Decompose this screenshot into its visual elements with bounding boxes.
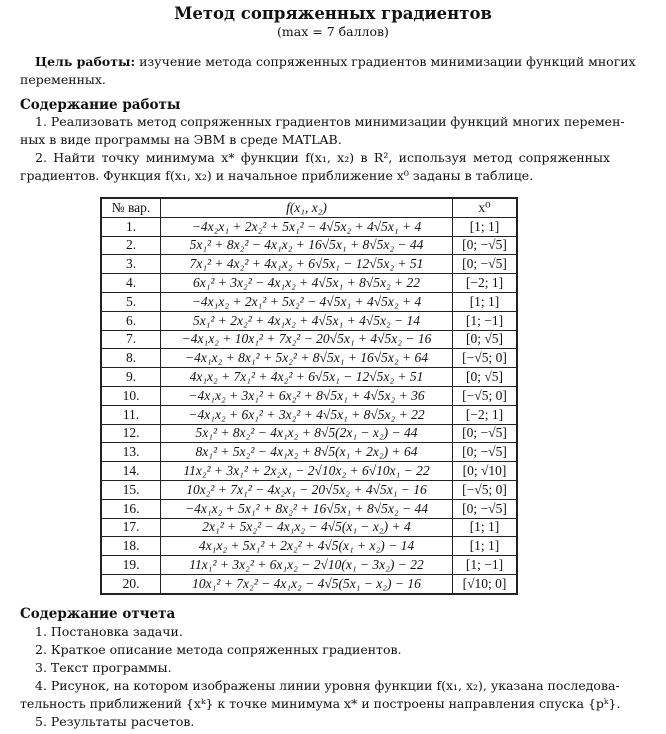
goal-label: Цель работы: [35,54,136,69]
initial-point-cell: [1; 1] [453,217,518,236]
header-variant: № вар. [101,198,161,217]
table-row [101,311,517,330]
max-score: (max = 7 баллов) [277,24,389,39]
report-heading: Содержание отчета [20,606,176,622]
function-cell: −4x₂x₁ + 2x₂² + 5x₁² − 4√5x₂ + 4√5x₁ + 4 [161,217,453,236]
work-content-heading: Содержание работы [20,97,181,113]
work-line: ных в виде программы на ЭВМ в среде MATLAB. [20,132,342,147]
initial-point-cell: [1; −1] [453,311,518,330]
initial-point-cell: [1; 1] [453,518,518,537]
variant-number: 1. [101,217,161,236]
initial-point-cell: [0; −√5] [453,499,518,518]
variant-number: 12. [101,424,161,443]
function-cell: 10x₂² + 7x₁² − 4x₂x₁ − 20√5x₂ + 4√5x₁ − 16 [161,480,453,499]
table-row [101,292,517,311]
goal-text: изучение метода сопряженных градиентов минимизации функций многих [139,54,636,69]
table-row [101,518,517,537]
report-line: тельность приближений {xᵏ} к точке минимума x* и построены направления спуска {pᵏ}. [20,696,621,711]
initial-point-cell: [0; √10] [453,462,518,481]
table-row [101,236,517,255]
work-line: градиентов. Функция f(x₁, x₂) и начальное приближение x⁰ заданы в таблице. [20,168,534,183]
initial-point-cell: [1; 1] [453,292,518,311]
function-cell: 2x₁² + 5x₂² − 4x₁x₂ − 4√5(x₁ − x₂) + 4 [161,518,453,537]
table-row [101,330,517,349]
report-line: 1. Постановка задачи. [35,624,183,639]
initial-point-cell: [0; √5] [453,368,518,387]
initial-point-cell: [−2; 1] [453,274,518,293]
variant-number: 18. [101,537,161,556]
page-title: Метод сопряженных градиентов [174,4,492,23]
initial-point-cell: [1; −1] [453,556,518,575]
function-cell: −4x₁x₂ + 6x₁² + 3x₂² + 4√5x₁ + 8√5x₂ + 22 [161,405,453,424]
variant-number: 3. [101,255,161,274]
initial-point-cell: [−2; 1] [453,405,518,424]
function-cell: 11x₁² + 3x₂² + 6x₁x₂ − 2√10(x₁ − 3x₂) − 22 [161,556,453,575]
report-line: 3. Текст программы. [35,660,172,675]
header-function: f(x₁, x₂) [161,198,453,217]
variant-number: 4. [101,274,161,293]
table-row [101,217,517,236]
table-row [101,405,517,424]
function-cell: 4x₁x₂ + 7x₁² + 4x₂² + 6√5x₁ − 12√5x₂ + 51 [161,368,453,387]
initial-point-cell: [0; −√5] [453,443,518,462]
variant-number: 20. [101,574,161,593]
variant-number: 15. [101,480,161,499]
variant-number: 14. [101,462,161,481]
work-line: 1. Реализовать метод сопряженных градиентов минимизации функций многих перемен- [35,114,625,129]
function-cell: 8x₁² + 5x₂² − 4x₁x₂ + 8√5(x₁ + 2x₂) + 64 [161,443,453,462]
variant-number: 17. [101,518,161,537]
variant-number: 11. [101,405,161,424]
table-header [101,198,517,217]
variant-number: 13. [101,443,161,462]
report-line: 5. Результаты расчетов. [35,714,195,729]
variant-number: 2. [101,236,161,255]
table-row [101,443,517,462]
initial-point-cell: [−√5; 0] [453,480,518,499]
goal-line-2: переменных. [20,72,106,87]
initial-point-cell: [0; −√5] [453,255,518,274]
function-cell: 10x₁² + 7x₂² − 4x₁x₂ − 4√5(5x₁ − x₂) − 16 [161,574,453,593]
variant-number: 16. [101,499,161,518]
function-cell: 11x₂² + 3x₁² + 2x₂x₁ − 2√10x₂ + 6√10x₁ − 22 [161,462,453,481]
report-line: 2. Краткое описание метода сопряженных градиентов. [35,642,402,657]
table-row [101,537,517,556]
header-x0: x⁰ [453,198,518,217]
table-row [101,386,517,405]
initial-point-cell: [0; √5] [453,330,518,349]
variant-number: 7. [101,330,161,349]
initial-point-cell: [1; 1] [453,537,518,556]
function-cell: −4x₁x₂ + 2x₁² + 5x₂² − 4√5x₁ + 4√5x₂ + 4 [161,292,453,311]
initial-point-cell: [−√5; 0] [453,349,518,368]
function-cell: 5x₁² + 8x₂² − 4x₁x₂ + 8√5(2x₁ − x₂) − 44 [161,424,453,443]
function-cell: −4x₁x₂ + 8x₁² + 5x₂² + 8√5x₁ + 16√5x₂ + 64 [161,349,453,368]
table-row [101,499,517,518]
variant-number: 8. [101,349,161,368]
variant-number: 5. [101,292,161,311]
table-row [101,255,517,274]
table-row [101,424,517,443]
goal-line-1 [35,53,636,71]
variant-number: 10. [101,386,161,405]
variants-table [100,197,518,595]
variant-number: 6. [101,311,161,330]
initial-point-cell: [√10; 0] [453,574,518,593]
function-cell: 5x₁² + 2x₂² + 4x₁x₂ + 4√5x₁ + 4√5x₂ − 14 [161,311,453,330]
report-line: 4. Рисунок, на котором изображены линии уровня функции f(x₁, x₂), указана последова- [35,678,620,693]
table-row [101,274,517,293]
variant-number: 19. [101,556,161,575]
function-cell: 4x₁x₂ + 5x₁² + 2x₂² + 4√5(x₁ + x₂) − 14 [161,537,453,556]
function-cell: −4x₁x₂ + 3x₁² + 6x₂² + 8√5x₁ + 4√5x₂ + 36 [161,386,453,405]
table-row [101,368,517,387]
function-cell: 6x₁² + 3x₂² − 4x₁x₂ + 4√5x₁ + 8√5x₂ + 22 [161,274,453,293]
function-cell: 7x₁² + 4x₂² + 4x₁x₂ + 6√5x₁ − 12√5x₂ + 51 [161,255,453,274]
function-cell: −4x₁x₂ + 5x₁² + 8x₂² + 16√5x₁ + 8√5x₂ − 44 [161,499,453,518]
initial-point-cell: [0; −√5] [453,236,518,255]
variant-number: 9. [101,368,161,387]
table-row [101,349,517,368]
initial-point-cell: [−√5; 0] [453,386,518,405]
work-line: 2. Найти точку минимума x* функции f(x₁, x₂) в R², используя метод сопряженных [35,150,610,165]
function-cell: −4x₁x₂ + 10x₁² + 7x₂² − 20√5x₁ + 4√5x₂ − 16 [161,330,453,349]
initial-point-cell: [0; −√5] [453,424,518,443]
table-row [101,574,517,593]
table-row [101,462,517,481]
table-row [101,556,517,575]
table-row [101,480,517,499]
function-cell: 5x₁² + 8x₂² − 4x₁x₂ + 16√5x₁ + 8√5x₂ − 44 [161,236,453,255]
